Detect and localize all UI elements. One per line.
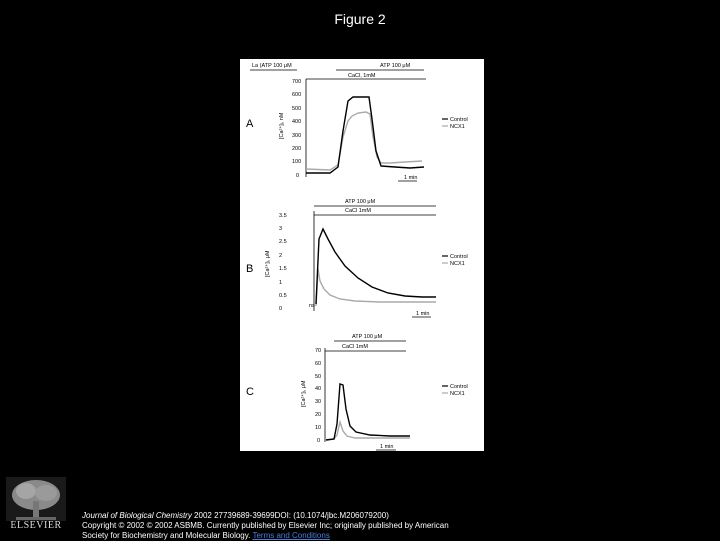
figure-image <box>240 59 484 451</box>
y-tick-a-400: 400 <box>292 119 302 125</box>
panel-c <box>246 334 468 450</box>
y-tick-c-60: 60 <box>315 361 322 367</box>
panel-a <box>246 63 468 181</box>
y-axis-label-c: [Ca²⁺]ᵢ, μM <box>301 380 307 407</box>
legend-b-control: Control <box>450 254 468 260</box>
y-ticks-c <box>315 348 321 444</box>
y-tick-b-0-5: 0.5 <box>279 293 287 299</box>
condition-la-atp: La (ATP 100 μM <box>252 63 292 69</box>
trace-b-control <box>316 229 436 304</box>
y-tick-c-40: 40 <box>315 386 322 392</box>
y-tick-b-3: 3 <box>279 226 283 232</box>
y-tick-b-0: 0 <box>279 306 283 312</box>
y-axis-label-b: [Ca²⁺]ᵢ, μM <box>265 250 271 277</box>
legend-a-control: Control <box>450 117 468 123</box>
y-tick-c-30: 30 <box>315 399 322 405</box>
citation-copyright: Copyright © 2002 © 2002 ASBMB. Currently published by Elsevier Inc; originally published by American <box>82 521 449 530</box>
y-tick-a-700: 700 <box>292 79 302 85</box>
y-tick-c-0: 0 <box>317 438 321 444</box>
panel-letter-c: C <box>246 386 254 398</box>
condition-cacl: CaCl, 1mM <box>348 73 376 79</box>
scale-bar-label-c: 1 min <box>380 444 394 450</box>
figure-graphic <box>240 59 484 451</box>
y-axis-label-a: [Ca²⁺]ᵢ, nM <box>279 112 285 139</box>
y-tick-a-500: 500 <box>292 106 302 112</box>
y-tick-c-50: 50 <box>315 374 322 380</box>
y-tick-a-200: 200 <box>292 146 302 152</box>
condition-b-cacl: CaCl 1mM <box>345 208 371 214</box>
annotation-b-ns: ns <box>309 303 315 309</box>
citation-society: Society for Biochemistry and Molecular Biology. <box>82 531 251 540</box>
trace-b-ncx1 <box>316 269 436 306</box>
y-ticks-a <box>292 79 301 179</box>
y-tick-b-2-5: 2.5 <box>279 239 287 245</box>
y-tick-b-1-5: 1.5 <box>279 266 287 272</box>
elsevier-wordmark: ELSEVIER <box>10 520 62 531</box>
y-tick-c-10: 10 <box>315 425 322 431</box>
y-tick-b-1: 1 <box>279 280 283 286</box>
y-tick-a-600: 600 <box>292 92 302 98</box>
citation-reference: 2002 27739689-39699DOI: (10.1074/jbc.M206079200) <box>191 511 389 520</box>
legend-c-control: Control <box>450 384 468 390</box>
condition-c-cacl: CaCl 1mM <box>342 344 368 350</box>
slide-title: Figure 2 <box>334 11 386 27</box>
legend-b-ncx1: NCX1 <box>450 261 465 267</box>
condition-b-atp: ATP 100 μM <box>345 199 376 205</box>
y-tick-a-0: 0 <box>296 173 300 179</box>
citation-line-1 <box>82 511 712 521</box>
y-tick-b-3-5: 3.5 <box>279 213 287 219</box>
panel-letter-b: B <box>246 263 254 275</box>
terms-and-conditions-link[interactable]: Terms and Conditions <box>252 531 330 540</box>
legend-c-ncx1: NCX1 <box>450 391 465 397</box>
y-tick-a-300: 300 <box>292 133 302 139</box>
y-tick-c-20: 20 <box>315 412 322 418</box>
y-tick-b-2: 2 <box>279 253 283 259</box>
panel-b <box>246 199 468 317</box>
trace-c-control <box>326 384 410 440</box>
trace-a-ncx1 <box>306 112 422 170</box>
journal-name: Journal of Biological Chemistry <box>82 511 192 520</box>
condition-atp: ATP 100 μM <box>380 63 411 69</box>
scale-bar-label-b: 1 min <box>416 311 430 317</box>
scale-bar-label-a: 1 min <box>404 175 418 181</box>
condition-c-atp: ATP 100 μM <box>352 334 383 340</box>
y-tick-a-100: 100 <box>292 159 302 165</box>
y-ticks-b <box>279 213 287 312</box>
trace-c-ncx1 <box>326 422 410 440</box>
legend-a-ncx1: NCX1 <box>450 124 465 130</box>
y-tick-c-70: 70 <box>315 348 322 354</box>
panel-letter-a: A <box>246 118 254 130</box>
citation-block <box>82 511 712 541</box>
